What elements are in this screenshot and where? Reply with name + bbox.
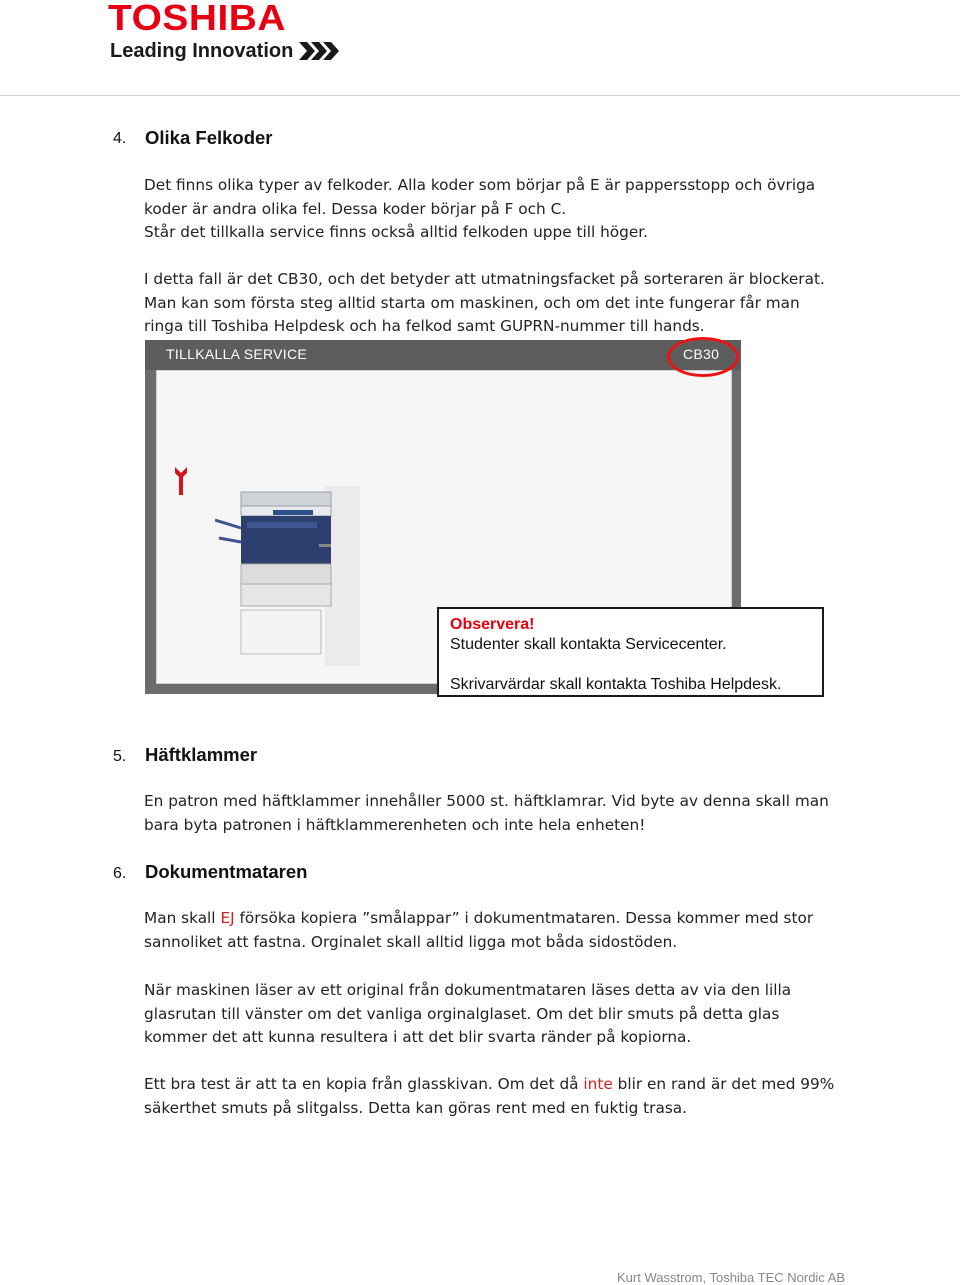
paragraph <box>144 979 864 1050</box>
wrench-icon <box>172 465 190 502</box>
text-line: bara byta patronen i häftklammerenheten och inte hela enheten! <box>144 815 646 834</box>
notice-heading: Observera! <box>450 616 535 633</box>
highlight-circle <box>667 337 739 377</box>
header-divider <box>0 95 960 96</box>
text-line: koder är andra olika fel. Dessa koder börjar på F och C. <box>144 199 567 218</box>
text-line: I detta fall är det CB30, och det betyder att utmatningsfacket på sorteraren är blockerat. <box>144 270 825 288</box>
double-chevron-right-icon <box>299 42 343 60</box>
emphasis-text: inte <box>583 1075 613 1093</box>
text-line: kommer det att kunna resultera i att det blir svarta ränder på kopiorna. <box>144 1028 692 1046</box>
text-line: Man kan som första steg alltid starta om maskinen, och om det inte fungerar får man <box>144 293 800 312</box>
paragraph <box>144 907 864 954</box>
paragraph <box>144 174 864 245</box>
text-line: När maskinen läser av ett original från dokumentmataren läses detta av via den lilla <box>144 981 792 999</box>
paragraph <box>144 1073 864 1120</box>
section-title: Häftklammer <box>145 744 258 765</box>
tagline-text: Leading Innovation <box>110 40 294 62</box>
section-number: 5. <box>113 748 127 765</box>
paragraph <box>144 790 864 837</box>
section-number: 4. <box>113 130 127 147</box>
section-number: 6. <box>113 865 127 882</box>
text-line: Man skall EJ försöka kopiera ”smålappar” i dokumentmataren. Dessa kommer med stor <box>144 909 814 927</box>
text-line: Det finns olika typer av felkoder. Alla koder som börjar på E är pappersstopp och övriga <box>144 176 816 194</box>
copier-machine-icon <box>215 486 360 671</box>
panel-title: TILLKALLA SERVICE <box>166 346 308 362</box>
text-line: glasrutan till vänster om det vanliga orginalglaset. Om det blir smuts på detta glas <box>144 1004 780 1023</box>
toshiba-logo: TOSHIBA <box>108 0 287 38</box>
text-line: Ett bra test är att ta en kopia från glasskivan. Om det då inte blir en rand är det med 99% <box>144 1075 835 1093</box>
text-line: Står det tillkalla service finns också alltid felkoden uppe till höger. <box>144 223 649 241</box>
text-line: En patron med häftklammer innehåller 5000 st. häftklamrar. Vid byte av denna skall man <box>144 792 829 810</box>
notice-line: Studenter skall kontakta Servicecenter. <box>450 636 727 653</box>
error-code: CB30 <box>683 346 720 362</box>
section-title: Olika Felkoder <box>145 127 273 148</box>
footer-credit: Kurt Wasstrom, Toshiba TEC Nordic AB <box>617 1270 846 1285</box>
paragraph <box>144 268 864 339</box>
emphasis-text: EJ <box>220 909 235 927</box>
section-title: Dokumentmataren <box>145 861 308 882</box>
notice-line: Skrivarvärdar skall kontakta Toshiba Helpdesk. <box>450 676 782 693</box>
text-line: sannoliket att fastna. Orginalet skall alltid ligga mot båda sidostöden. <box>144 932 678 951</box>
text-line: ringa till Toshiba Helpdesk och ha felkod samt GUPRN-nummer till hands. <box>144 317 705 335</box>
text-line: säkerthet smuts på slitgalss. Detta kan göras rent med en fuktig trasa. <box>144 1098 688 1117</box>
tagline <box>110 39 343 63</box>
